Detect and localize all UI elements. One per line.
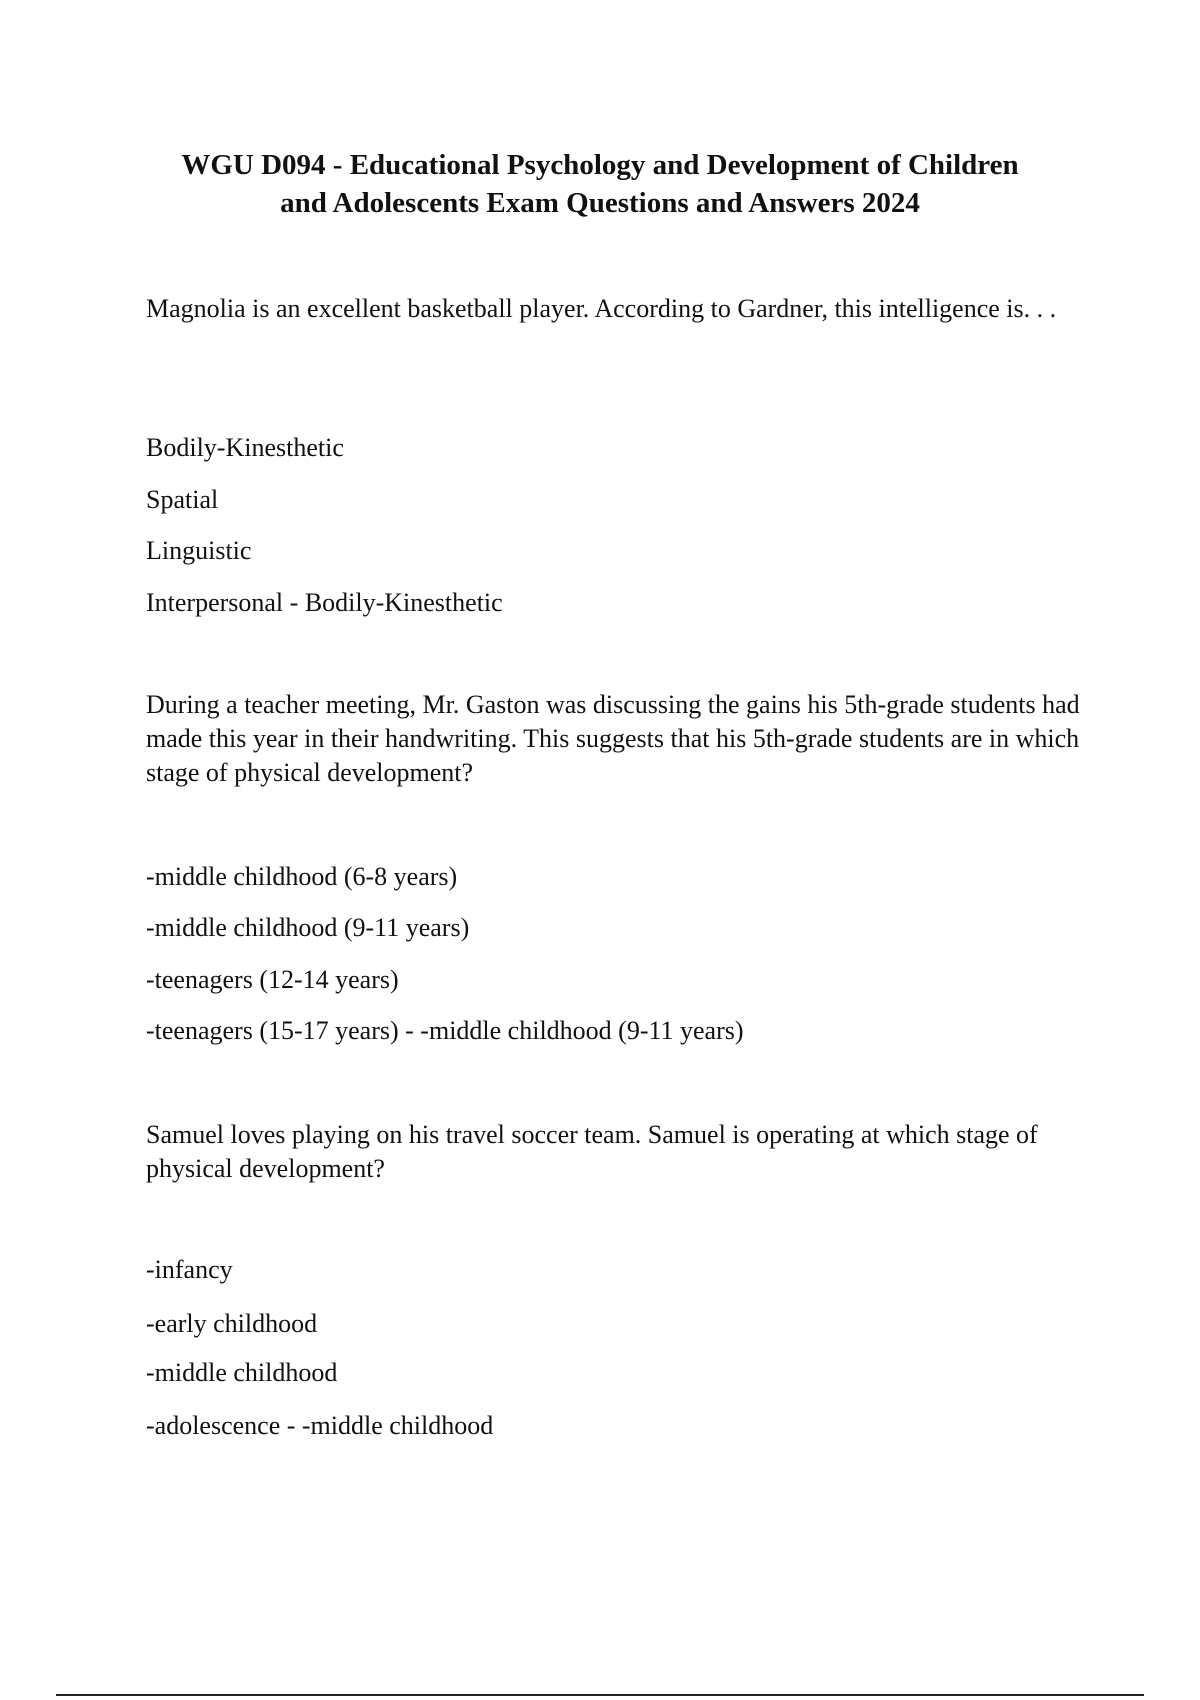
question-3-text: Samuel loves playing on his travel soccer team. Samuel is operating at which stage of physical development? xyxy=(146,1120,1038,1183)
question-2-option-4: -teenagers (15-17 years) - -middle childhood (9-11 years) xyxy=(146,1016,744,1045)
title-line-1: WGU D094 - Educational Psychology and Development of Children xyxy=(181,149,1019,181)
question-1-text: Magnolia is an excellent basketball player. According to Gardner, this intelligence is. . . xyxy=(146,294,1057,323)
footer-divider xyxy=(56,1694,1144,1696)
question-1-option-3: Linguistic xyxy=(146,536,252,565)
document-title xyxy=(100,146,1100,222)
question-2-option-1: -middle childhood (6-8 years) xyxy=(146,862,458,891)
question-3-option-3: -middle childhood xyxy=(146,1358,338,1387)
question-1-option-2: Spatial xyxy=(146,485,219,514)
question-1-option-4: Interpersonal - Bodily-Kinesthetic xyxy=(146,588,503,617)
question-2-text: During a teacher meeting, Mr. Gaston was discussing the gains his 5th-grade students had made this year in their handwriting. This suggests that his 5th-grade students are in which stage of physical development? xyxy=(146,690,1080,787)
question-3-option-2: -early childhood xyxy=(146,1309,318,1338)
question-1-option-1: Bodily-Kinesthetic xyxy=(146,433,344,462)
question-3-option-1: -infancy xyxy=(146,1255,233,1284)
title-line-2: and Adolescents Exam Questions and Answers 2024 xyxy=(280,187,920,219)
question-2-option-2: -middle childhood (9-11 years) xyxy=(146,913,470,942)
question-3-option-4: -adolescence - -middle childhood xyxy=(146,1411,494,1440)
question-2-option-3: -teenagers (12-14 years) xyxy=(146,965,399,994)
